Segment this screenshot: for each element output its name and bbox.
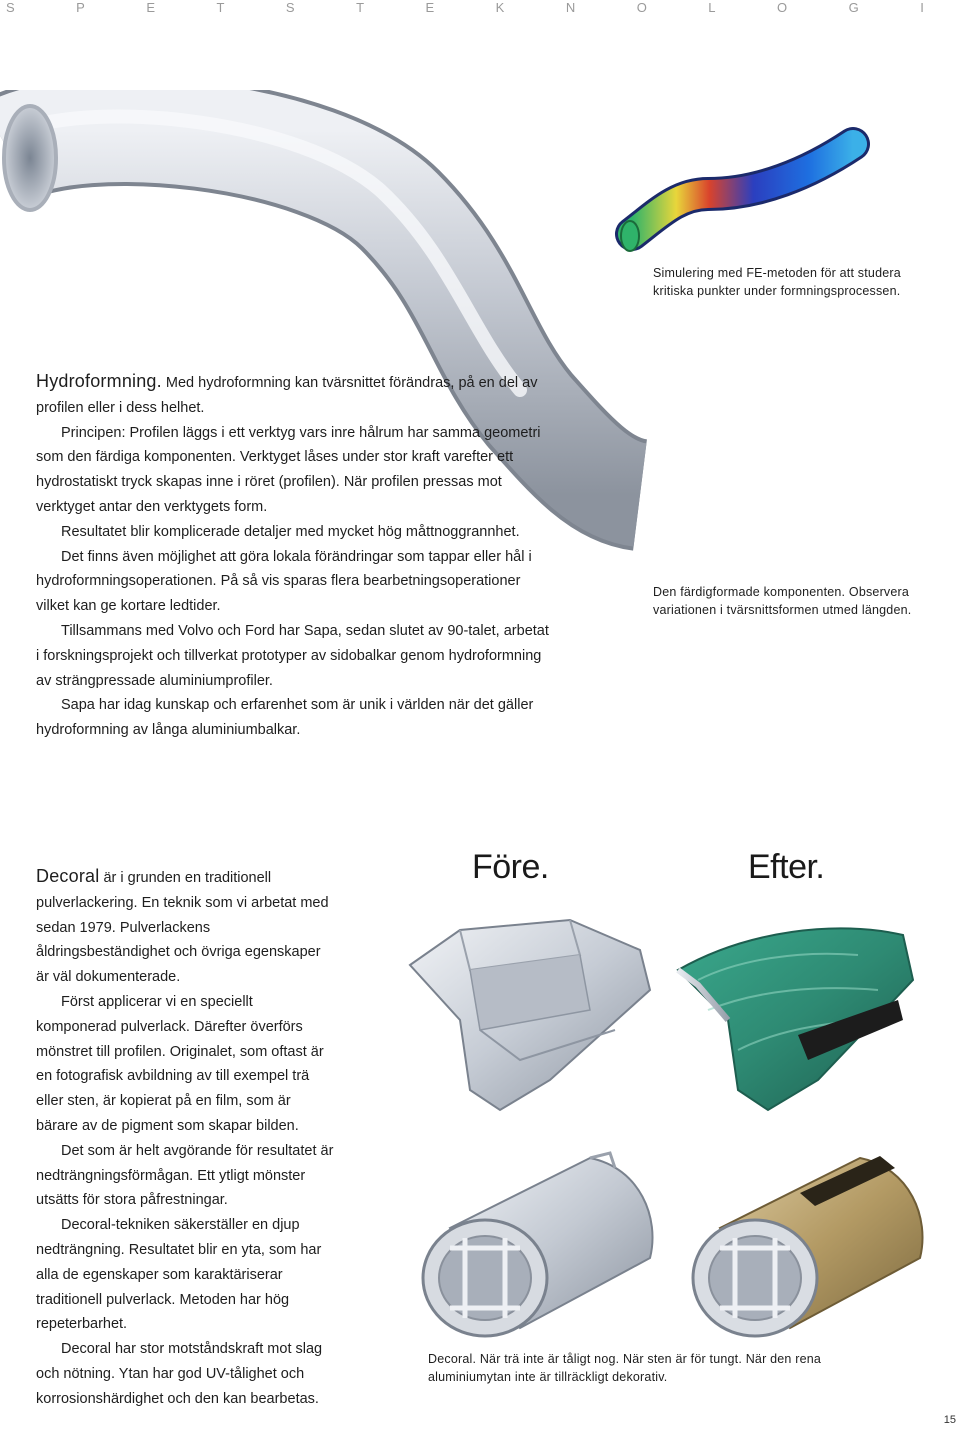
decoral-caption: Decoral. När trä inte är tåligt nog. När sten är för tungt. När den rena aluminiumytan inte är tillräckligt dekorativ.	[428, 1352, 822, 1384]
header-letter: E	[425, 0, 437, 15]
header-letter: O	[636, 0, 649, 15]
header-letter: E	[146, 0, 157, 15]
header-letter: K	[495, 0, 507, 15]
hydroforming-heading: Hydroformning.	[36, 371, 162, 391]
header-letter: L	[708, 0, 718, 15]
header-letter: P	[76, 0, 87, 15]
hydroforming-paragraph: Tillsammans med Volvo och Ford har Sapa, sedan slutet av 90-talet, arbetat i forskningsprojekt och tillverkat prototyper av sidobalkar genom hydroformning av strängpressade aluminiumprofiler.	[36, 622, 549, 689]
section-header	[0, 0, 960, 18]
header-letter: G	[848, 0, 861, 15]
decoral-lead-text: är i grunden en traditionell pulverlackering. En teknik som vi arbetat med sedan 1979. Pulverlackens åldringsbeständighet och övriga egenskaper är väl dokumenterade.	[36, 870, 329, 986]
decoral-heading: Decoral	[36, 866, 100, 886]
header-letter: I	[920, 0, 926, 15]
fe-simulation-caption: Simulering med FE-metoden för att studera kritiska punkter under formningsprocessen.	[653, 266, 901, 298]
hydroforming-lead-text: Med hydroformning kan tvärsnittet förändras, på en del av profilen eller i dess helhet.	[36, 375, 538, 416]
decoral-paragraph: Decoral-tekniken säkerställer en djup nedträngning. Resultatet blir en yta, som har alla de egenskaper som karaktäriserar traditionell pulverlack. Metoden har hög repeterbarhet.	[36, 1217, 322, 1333]
before-heading: Före.	[472, 848, 549, 886]
decoral-paragraph: Decoral har stor motståndskraft mot slag och nötning. Ytan har god UV-tålighet och korrosionshärdighet och den kan bearbetas.	[36, 1341, 323, 1407]
header-letter: N	[565, 0, 578, 15]
fe-simulation-image	[608, 124, 876, 256]
hydroforming-paragraph: Principen: Profilen läggs i ett verktyg vars inre hålrum har samma geometri som den färdiga komponenten. Verktyget låses under stor kraft varefter ett hydrostatiskt tryck skapas inne i röret (profilen). När profilen pressas mot verktyget antar den verktygets form.	[36, 424, 541, 515]
header-letter: O	[777, 0, 790, 15]
component-caption: Den färdigformade komponenten. Observera variationen i tvärsnittsformen utmed längden.	[653, 585, 912, 617]
header-letter: T	[216, 0, 227, 15]
page-number: 15	[943, 1414, 956, 1426]
gold-profile-after-image	[680, 1138, 935, 1343]
aluminium-profile-before-image	[400, 910, 660, 1120]
hydroforming-paragraph: Det finns även möjlighet att göra lokala förändringar som tappar eller hål i hydroformningsoperationen. På så vis sparas flera bearbetningsoperationer vilket kan ge kortare ledtider.	[36, 548, 532, 615]
hydroforming-section	[36, 369, 556, 743]
decoral-paragraph: Först applicerar vi en speciellt komponerad pulverlack. Därefter överförs mönstret till profilen. Originalet, som oftast är en fotografisk avbildning av till exempel trä eller sten, är kopierat på en film, som är bärare av de pigment som skapar bilden.	[36, 993, 324, 1134]
hydroforming-paragraph: Resultatet blir komplicerade detaljer med mycket hög måttnoggrannhet.	[61, 523, 520, 540]
hydroforming-lead-paragraph	[36, 369, 556, 421]
decoral-lead-paragraph	[36, 864, 336, 990]
round-aluminium-profile-before-image	[410, 1138, 665, 1343]
hydroforming-paragraph: Sapa har idag kunskap och erfarenhet som är unik i världen när det gäller hydroformning av långa aluminiumbalkar.	[36, 697, 534, 739]
header-letter: S	[6, 0, 17, 15]
after-heading: Efter.	[748, 848, 825, 886]
marble-profile-after-image	[668, 910, 928, 1120]
header-letter: S	[285, 0, 297, 15]
header-letter: T	[356, 0, 367, 15]
decoral-section	[36, 864, 336, 1412]
decoral-paragraph: Det som är helt avgörande för resultatet är nedträngningsförmågan. Ett ytligt mönster utsätts för stora påfrestningar.	[36, 1142, 334, 1209]
